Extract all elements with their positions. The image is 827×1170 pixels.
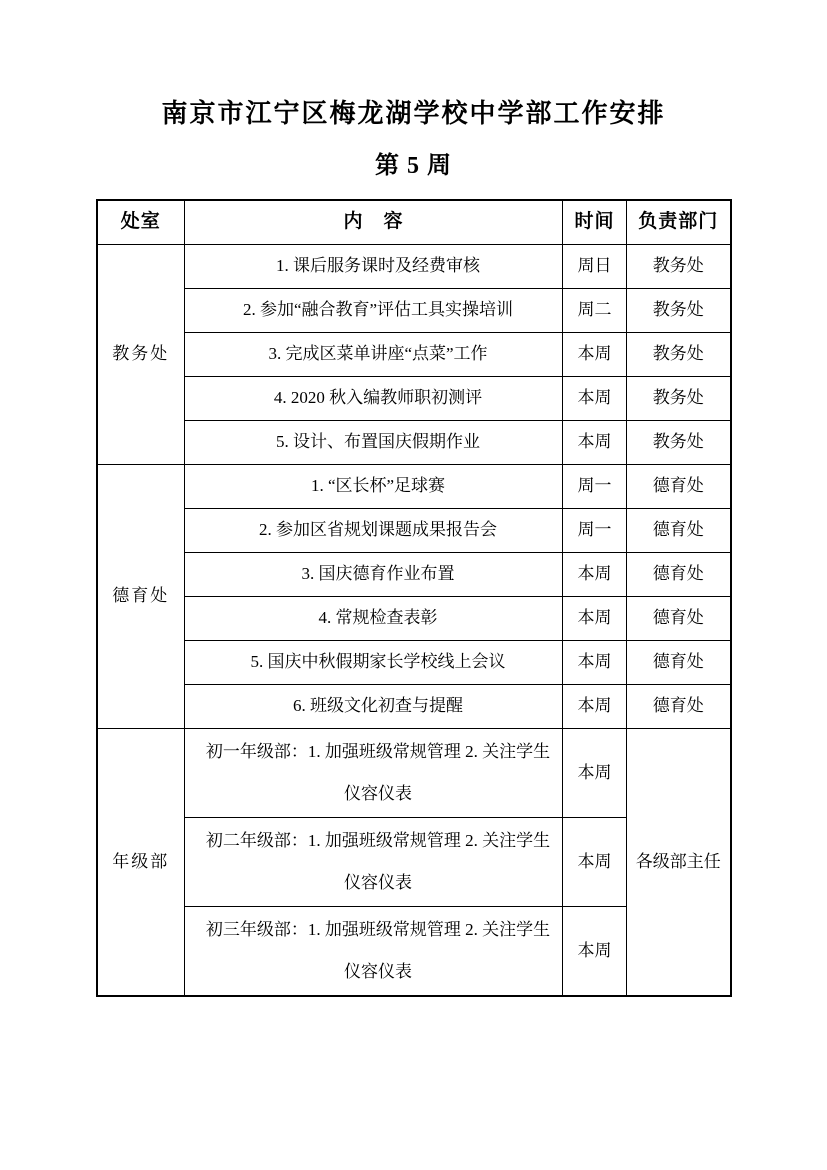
page-subtitle: 第 5 周 [375,153,452,179]
table-body [97,244,731,996]
responsible-cell: 德育处 [627,684,731,728]
time-cell: 本周 [563,596,627,640]
task-content-cell: 4. 2020 秋入编教师职初测评 [185,376,563,420]
time-cell: 本周 [563,552,627,596]
time-cell: 本周 [563,728,627,817]
table-row [97,244,731,288]
department-cell: 德育处 [97,464,185,728]
responsible-cell: 教务处 [627,332,731,376]
task-content-cell: 5. 设计、布置国庆假期作业 [185,420,563,464]
responsible-cell: 教务处 [627,376,731,420]
responsible-cell: 教务处 [627,244,731,288]
table-row [97,596,731,640]
table-row [97,552,731,596]
task-content-cell: 3. 国庆德育作业布置 [185,552,563,596]
table-row [97,464,731,508]
table-row [97,288,731,332]
responsible-cell: 各级部主任 [627,728,731,996]
responsible-cell: 教务处 [627,288,731,332]
task-content-cell: 2. 参加“融合教育”评估工具实操培训 [185,288,563,332]
task-content-cell: 5. 国庆中秋假期家长学校线上会议 [185,640,563,684]
department-cell: 教务处 [97,244,185,464]
task-content-cell: 1. 课后服务课时及经费审核 [185,244,563,288]
responsible-cell: 教务处 [627,420,731,464]
time-cell: 本周 [563,420,627,464]
responsible-cell: 德育处 [627,464,731,508]
column-header-1: 处室 [97,200,185,244]
task-content-cell: 6. 班级文化初查与提醒 [185,684,563,728]
time-cell: 周一 [563,508,627,552]
page-title: 南京市江宁区梅龙湖学校中学部工作安排 [161,99,666,128]
table-row [97,376,731,420]
responsible-cell: 德育处 [627,596,731,640]
department-cell: 年级部 [97,728,185,996]
time-cell: 本周 [563,640,627,684]
time-cell: 本周 [563,376,627,420]
table-row [97,640,731,684]
time-cell: 本周 [563,817,627,906]
time-cell: 本周 [563,684,627,728]
column-header-4: 负责部门 [627,200,731,244]
task-content-cell: 初二年级部：1. 加强班级常规管理 2. 关注学生仪容仪表 [185,817,563,906]
responsible-cell: 德育处 [627,508,731,552]
time-cell: 周一 [563,464,627,508]
task-content-cell: 初三年级部：1. 加强班级常规管理 2. 关注学生仪容仪表 [185,906,563,996]
table-row [97,420,731,464]
task-content-cell: 2. 参加区省规划课题成果报告会 [185,508,563,552]
time-cell: 周日 [563,244,627,288]
task-content-cell: 初一年级部：1. 加强班级常规管理 2. 关注学生仪容仪表 [185,728,563,817]
responsible-cell: 德育处 [627,552,731,596]
time-cell: 本周 [563,906,627,996]
column-header-2: 内 容 [185,200,563,244]
responsible-cell: 德育处 [627,640,731,684]
work-schedule-table [96,199,732,997]
task-content-cell: 1. “区长杯”足球赛 [185,464,563,508]
time-cell: 本周 [563,332,627,376]
table-row [97,508,731,552]
table-row [97,332,731,376]
task-content-cell: 4. 常规检查表彰 [185,596,563,640]
task-content-cell: 3. 完成区菜单讲座“点菜”工作 [185,332,563,376]
table-row [97,728,731,817]
column-header-3: 时间 [563,200,627,244]
table-header-row [97,200,731,244]
time-cell: 周二 [563,288,627,332]
table-row [97,684,731,728]
